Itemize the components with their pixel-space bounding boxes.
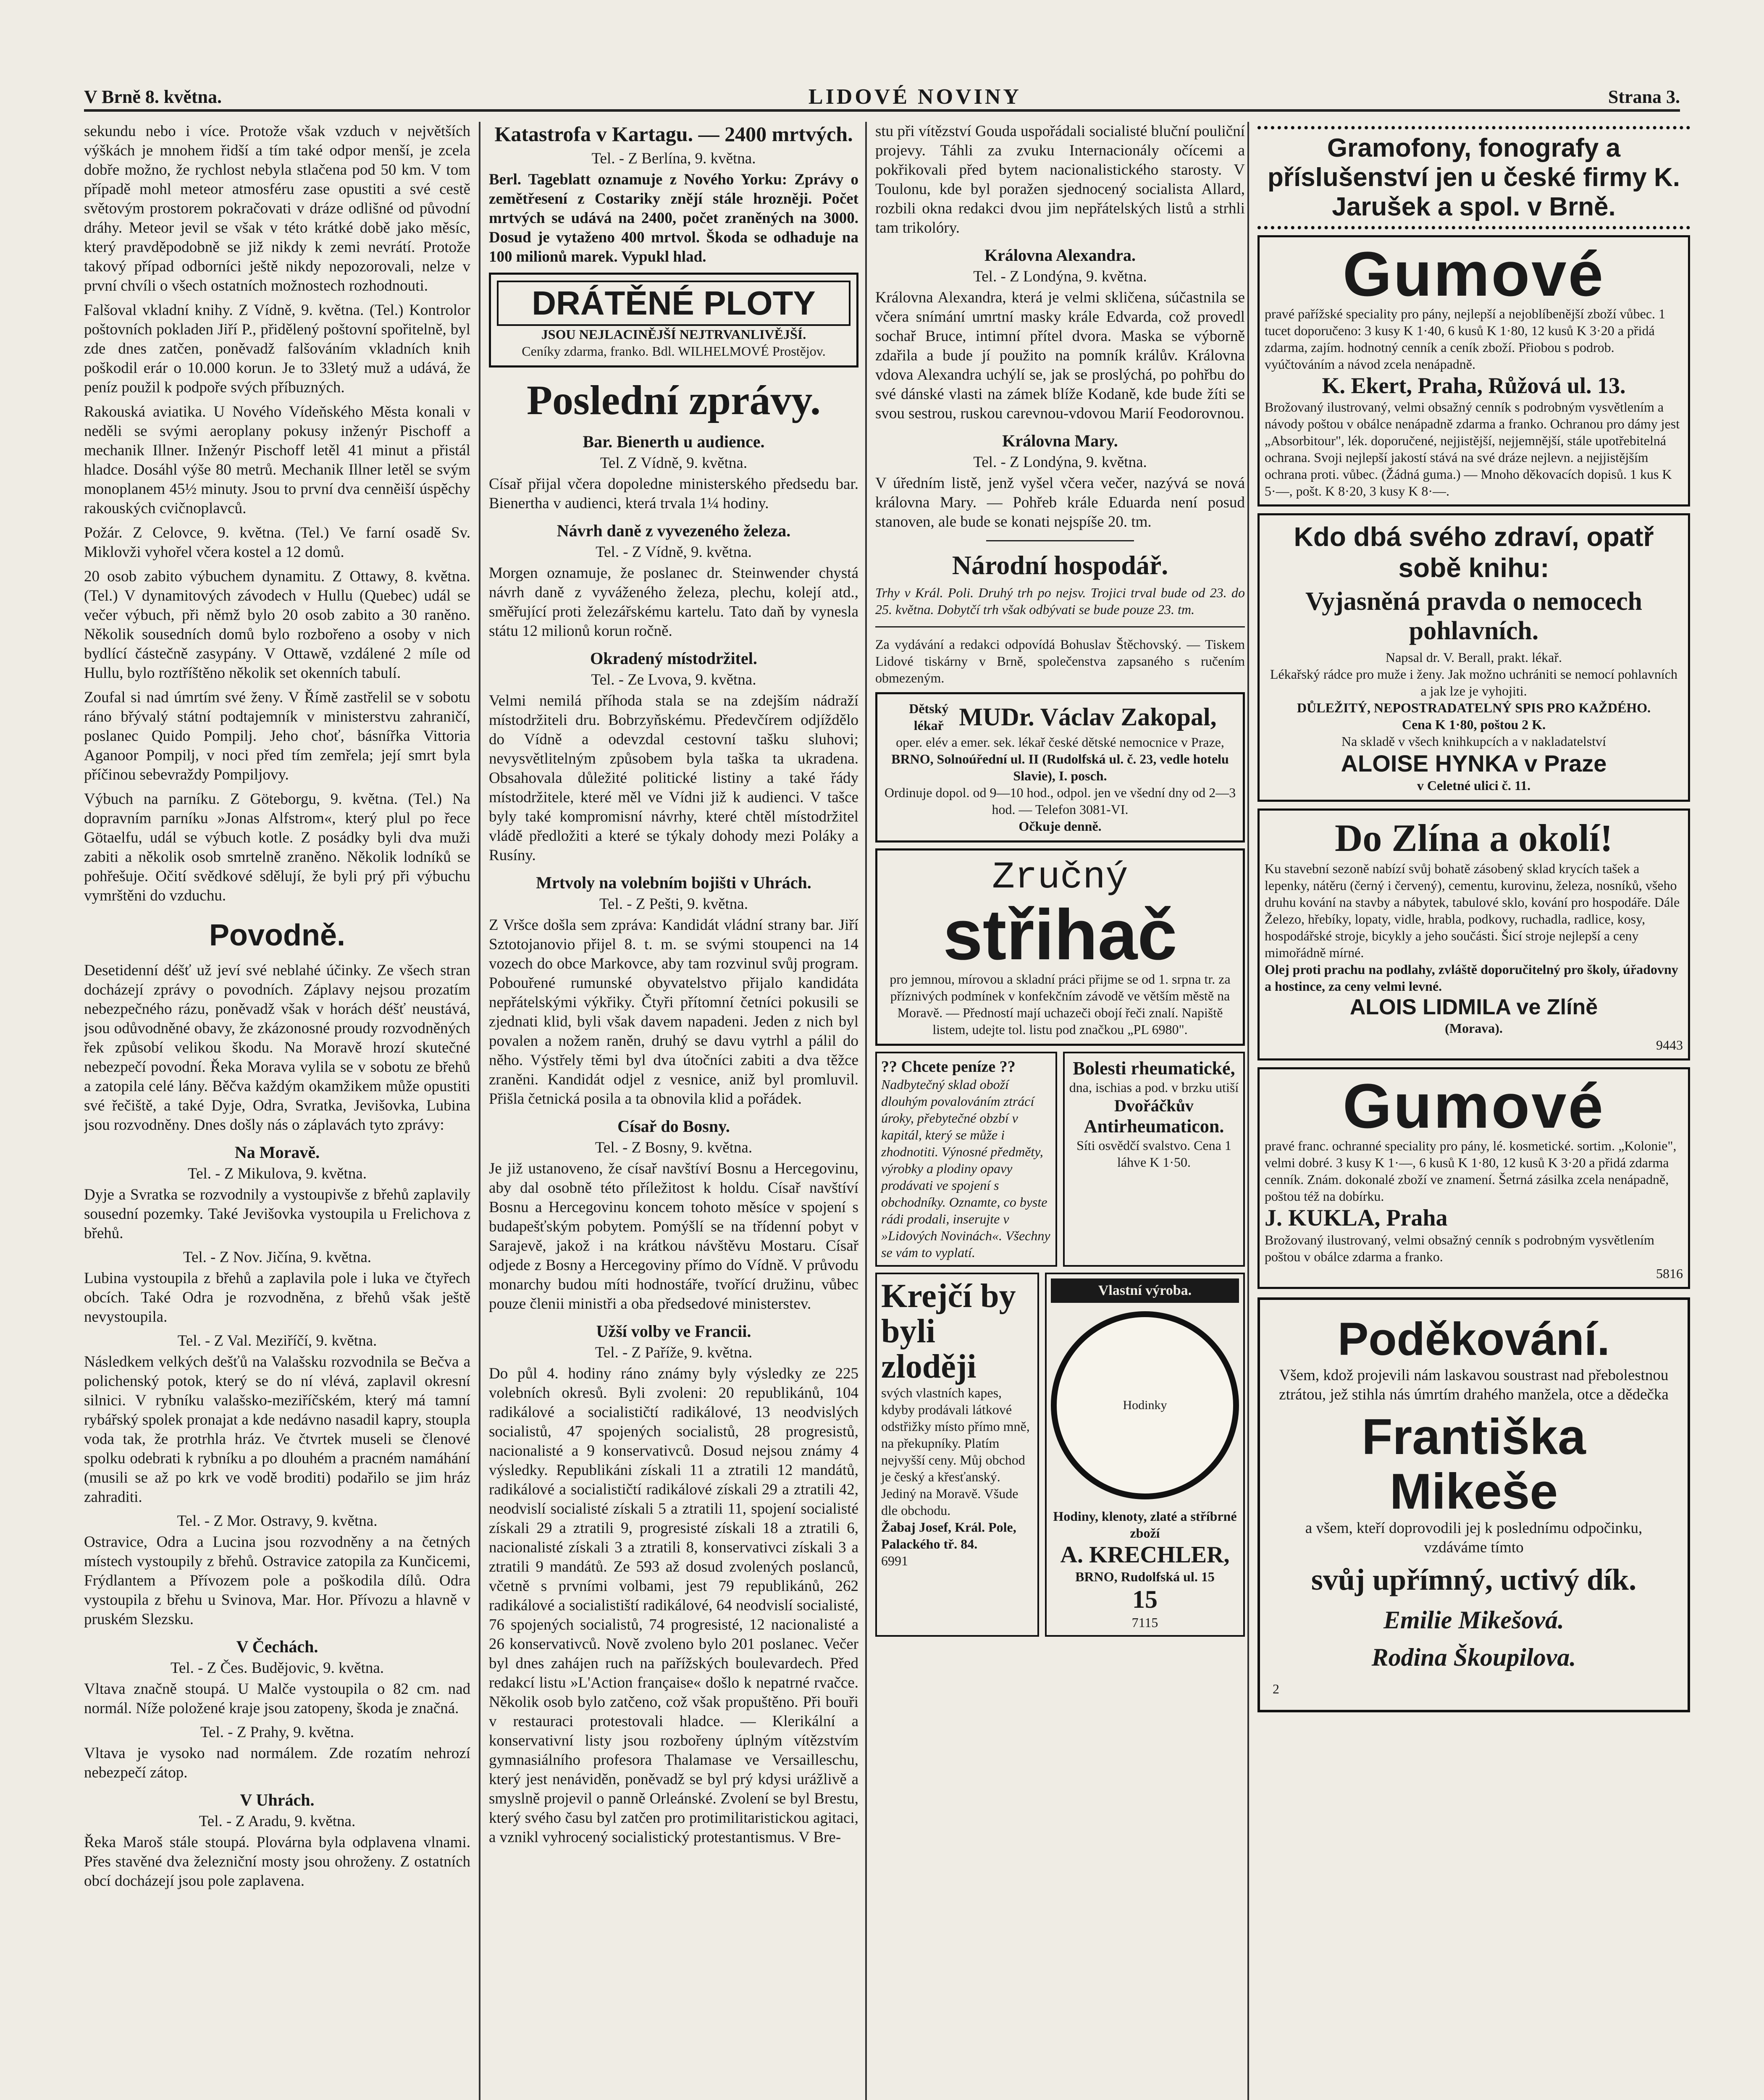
subheading: Královna Mary. xyxy=(1002,431,1118,450)
subheading: Okradený místodržitel. xyxy=(590,649,757,668)
ad-zlin-code: 9443 xyxy=(1656,1037,1683,1053)
article-paragraph: Dyje a Svratka se rozvodnily a vystoupivše z břehů zaplavily sousední pozemky. Také Jevišovka vystoupila u Frelichova z břehů. xyxy=(84,1186,470,1242)
ad-zlin-title: Do Zlína a okolí! xyxy=(1334,816,1613,859)
ad-rubber-extra: Brožovaný ilustrovaný, velmi obsažný cenník s podrobným vysvětlením poštou v obálce zdarma a franko. xyxy=(1265,1232,1654,1264)
dateline: Tel. - Z Londýna, 9. května. xyxy=(973,268,1147,285)
article-paragraph: Ostravice, Odra a Lucina jsou rozvodněny a na četných místech vystoupily z břehů. Ostravice zatopila za Kunčicemi, Frýdlantem a Přívozem pole a poškodila dílů. Odra vystoupila z břehu u Svinova, Mar. Hor. Přívozu a hlavně v pruském Slezsku. xyxy=(84,1533,470,1628)
dateline: Tel. - Z Nov. Jičína, 9. května. xyxy=(183,1249,372,1266)
ad-doctor-line: Ordinuje dopol. od 9—10 hod., odpol. jen ve všední dny od 2—3 hod. — Telefon 3081-VI. xyxy=(884,785,1236,817)
page-header xyxy=(84,84,1680,112)
divider xyxy=(986,540,1134,541)
ad-tailor-big: střihač xyxy=(943,895,1177,975)
ad-rubber-extra: Brožovaný ilustrovaný, velmi obsažný cenník s podrobným vysvětlením a návody poštou v obálce nenápadně zdarma a franko. Ochranou pro dámy jest „Absorbitour", lék. doporučené, nejjistější, nejjemnější, stále upotřebitelná ochrana. Svoji nejlepší jakostí stává na své dráze nejlevn. a nejjistějším ochrana proti. vůbec. (Žádná guma.) — Mnoho děkovacích dopisů. 1 kus K 5·—, pošt. K 8·20, 3 kusy K 8·—. xyxy=(1265,399,1680,499)
page-number: Strana 3. xyxy=(1608,86,1680,107)
column-2 xyxy=(479,122,858,2100)
ad-doctor-line: Očkuje denně. xyxy=(1018,819,1102,834)
dateline: Tel. - Ze Lvova, 9. května. xyxy=(591,671,756,688)
thanks-name: Františka Mikeše xyxy=(1362,1409,1586,1520)
dateline: Tel. - Z Aradu, 9. května. xyxy=(199,1813,356,1830)
article-paragraph: stu při vítězství Gouda uspořádali socialisté bluční pouliční projevy. Táhli za zvuku Internacionály očícemi a pokřikovali před bytem nacionalistického starosty. V Toulonu, kde byl poražen sjednocený socialista Allard, rozbili okna redakci dvou jim nepřátelských listů a strhli tam trikolóry. xyxy=(875,123,1245,236)
ad-side-code: 7115 xyxy=(1131,1615,1158,1630)
thanks-text: Všem, kdož projevili nám laskavou soustrast nad přebolestnou ztrátou, jež stihla nás úmrtím drahého manžela, otce a dědečka xyxy=(1279,1367,1669,1403)
ad-watchmaker xyxy=(1045,1273,1245,1637)
subheading: Užší volby ve Francii. xyxy=(596,1322,751,1341)
ad-krechler-addr: BRNO, Rudolfská ul. 15 xyxy=(1075,1569,1215,1584)
subheading-na-morave: Na Moravě. xyxy=(234,1143,320,1162)
article-paragraph: Falšoval vkladní knihy. Z Vídně, 9. května. (Tel.) Kontrolor poštovních pokladen Jiří P., přidělený poštovní spořitelně, byl zde dnes zatčen, poněvadž falšováním vkladních knih poškodil erár o 10.000 korun. Je to 33letý muž a udává, že peníz použil k podpoře svých příbuzných. xyxy=(84,302,470,396)
dateline: Tel. - Z Mor. Ostravy, 9. května. xyxy=(177,1512,378,1530)
article-paragraph: Trhy v Král. Poli. Druhý trh po nejsv. Trojici trval bude od 23. do 25. května. Dobytčí trh však odbývati se bude pouze 23. tm. xyxy=(875,585,1245,617)
ad-doctor-line: oper. elév a emer. sek. lékař české dětské nemocnice v Praze, xyxy=(896,735,1224,750)
masthead-title: LIDOVÉ NOVINY xyxy=(808,84,1021,109)
subheading: Královna Alexandra. xyxy=(984,246,1136,265)
ad-watch-text: Hodiny, klenoty, zlaté a stříbrné zboží xyxy=(1053,1509,1237,1541)
ad-book-name: Vyjasněná pravda o nemocech pohlavních. xyxy=(1305,587,1642,645)
ad-book-store: Na skladě v všech knihkupcích a v nakladatelství xyxy=(1341,734,1606,749)
column-3 xyxy=(865,122,1245,2100)
article-paragraph: Výbuch na parníku. Z Göteborgu, 9. května. (Tel.) Na dopravním parníku »Jonas Alfstrom«, který plul po řece Götaelfu, udál se výbuch kotle. Z posádky byli dva muži zabiti a několik osob smrtelně zraněno. Několik lodníků se pohřešuje. Očití svědkové sdělují, že byli prý při výbuchu vymrštěni do vzduchu. xyxy=(84,790,470,904)
thanks-title: Poděkování. xyxy=(1338,1313,1610,1365)
dateline: Tel. Z Vídně, 9. května. xyxy=(600,454,748,472)
ad-tailor-text: pro jemnou, mírovou a skladní práci přijme se od 1. srpna tr. za příznivých podmínek v konfekčním závodě ve větším městě na Moravě. — Předností mají uchazeči obojí řeči znalí. Napiště listem, udejte tol. listu pod značkou „PL 6980". xyxy=(890,971,1231,1037)
ad-book-price: Cena K 1·80, poštou 2 K. xyxy=(1402,717,1546,732)
dateline: Tel. - Z Prahy, 9. května. xyxy=(200,1724,354,1741)
dateline: Tel. - Z Val. Meziříčí, 9. května. xyxy=(177,1332,377,1349)
dateline: Tel. - Z Bosny, 9. května. xyxy=(595,1139,753,1156)
ad-wire-fences-line: JSOU NEJLACINĚJŠÍ NEJTRVANLIVĚJŠÍ. xyxy=(541,327,806,342)
signature: Rodina Škoupilova. xyxy=(1371,1643,1576,1671)
dateline: Tel. - Z Mikulova, 9. května. xyxy=(188,1165,367,1182)
ad-zlin-firm: ALOIS LIDMILA ve Zlíně xyxy=(1349,995,1598,1019)
ad-rubber-code: 5816 xyxy=(1656,1266,1683,1281)
subheading-v-uhrach: V Uhrách. xyxy=(240,1790,315,1809)
dateline: Tel. - Z Paříže, 9. května. xyxy=(595,1344,753,1361)
ad-gramophones: Gramofony, fonografy a příslušenství jen u české firmy K. Jarušek a spol. v Brně. xyxy=(1267,134,1680,221)
ad-tailors-text: svých vlastních kapes, kdyby prodávali látkové odstřižky místo přímo mně, na překupníky. Platím nejvyšší ceny. Můj obchod je český a křesťanský. Jediný na Moravě. Všude dle obchodu. xyxy=(881,1385,1030,1518)
article-paragraph: Velmi nemilá příhoda stala se na zdejším nádraží místodržiteli dru. Bobrzyňskému. Předevčírem odjíždělo do Vídně a odevzdal cestovní tašku sluhovi; nevysvětlitelným způsobem byla taška ta ukradena. Obsahovala důležité politické listiny a také řády místodržitele, které měl ve Vídni již k audienci. V tašce byly také kompromisní návrhy, které chtěl místodržitel vládě předložiti a které se týkaly dohody mezi Poláky a Rusíny. xyxy=(489,692,858,864)
ad-tailors-name: Žabaj Josef, Král. Pole, Palackého tř. 84. xyxy=(881,1520,1016,1551)
header-date: V Brně 8. května. xyxy=(84,86,222,107)
ad-book xyxy=(1257,513,1690,802)
ad-book-publisher: ALOISE HYNKA v Praze xyxy=(1341,750,1607,777)
article-paragraph: V úředním listě, jenž vyšel včera večer, nazývá se nová královna Mary. — Pohřeb krále Eduarda není posud stanoven, ale bude se konati nejspíše 20. tm. xyxy=(875,475,1245,530)
ad-rheumatism xyxy=(1063,1052,1245,1267)
section-title-news: Poslední zprávy. xyxy=(526,377,821,423)
ad-doctor-name: MUDr. Václav Zakopal, xyxy=(959,703,1217,731)
ad-zlin-region: (Morava). xyxy=(1445,1021,1503,1036)
ad-tailors-code: 6991 xyxy=(881,1553,908,1568)
subheading: Návrh daně z vyvezeného železa. xyxy=(556,521,791,540)
dateline: Tel. - Z Berlína, 9. května. xyxy=(591,150,756,167)
divider xyxy=(875,626,1245,627)
ad-money xyxy=(875,1052,1057,1267)
imprint: Za vydávání a redakci odpovídá Bohuslav Štěchovský. — Tiskem Lidové tiskárny v Brně, společenstva zapsaného s ručením obmezeným. xyxy=(875,637,1245,685)
article-paragraph: Vltava je vysoko nad normálem. Zde rozatím nehrozí nebezpečí zátop. xyxy=(84,1745,470,1781)
ad-krechler-num: 15 xyxy=(1132,1586,1158,1613)
thanks-text2: a všem, kteří doprovodili jej k poslednímu odpočinku, vzdáváme tímto xyxy=(1305,1520,1643,1556)
ad-rheumatism-brand: Dvořáčkův xyxy=(1114,1096,1194,1115)
ad-watch-label: Hodinky xyxy=(1123,1398,1167,1412)
ad-rubber-text: pravé pařížské speciality pro pány, nejlepší a nejoblíbenější zboží vůbec. 1 tucet doporučeno: 3 kusy K 1·40, 6 kusů K 1·80, 12 kusů K 3·20 a přidá zdarma, zajím. hodnotný cenník a ceník zboží. Přiobou s podrob. vyúčtováním a návod zcela nenápadně. xyxy=(1265,306,1666,372)
article-paragraph: sekundu nebo i více. Protože však vzduch v největších výškách je mnohem řidší a tím také odpor menší, je zcela dobře možno, že rychlost nebyla stlačena pod 50 km. V tom případě mohl meteor atmosféru zase opustiti a své cestě světovým prostorem pokračovati v dráze odlišné od původní dráhy. Meteor jevil se však v této krátké době jako měsíc, který pravděpodobně se již nikdy k zemi nevrátí. Protože takový případ odborníci ještě nikdy nepozorovali, nelze v první chvíli o všech ostatních možnostech rozhodnouti. xyxy=(84,123,470,294)
signature: Emilie Mikešová. xyxy=(1383,1606,1564,1634)
subheading: Bar. Bienerth u audience. xyxy=(583,432,765,451)
article-paragraph: Císař přijal včera dopoledne ministerského předsedu bar. Bienertha v audienci, která trvala 1¼ hodiny. xyxy=(489,475,858,512)
article-paragraph: Je již ustanoveno, že císař navštíví Bosnu a Hercegovinu, aby dal osobně této příležitost k holdu. Císař navštíví Bosnu a Hercegovinu koncem tohoto měsíce v spojení s budapešťským pobytem. Pomýšlí se na třídenní pobyt v Sarajevě, jakož i na krátkou návštěvu Mostaru. Císař odjede z Bosny a Hercegoviny přímo do Vídně. V průvodu monarchy budou míti hodnostáře, tvořící družinu, vůbec pouze členii ministři a oba předsedové ministerstev. xyxy=(489,1160,858,1312)
ad-zlin-text: Ku stavební sezoně nabízí svůj bohatě zásobený sklad krycích tašek a lepenky, nátěru (černý i červený), cementu, kurovinu, železa, nosníků, všeho druhu kování na stavby a nábytek, tabulové sklo, kování pro hospodáře. Dále Železo, hřebíky, lopaty, vidle, hrabla, podkovy, ruchadla, radlice, kosy, hospodářské stroje, bicykly a jeho součásti. Šicí stroje nejlepší a ceny mimořádně mírné. xyxy=(1265,861,1680,960)
article-paragraph: Desetidenní déšť už jeví své neblahé účinky. Ze všech stran docházejí zprávy o povodních. Záplavy nejsou prozatím nebezpečného rázu, poněvadž však v horách déšť neustává, jsou odůvodněné obavy, že zkázonosné proudy rozvodněných řek způsobí velikou škodu. Na Moravě hrozí skutečné nebezpečí povodní. Řeka Morava vylila se v sobotu ze břehů a zatopila celé lány. Běčva každým okamžikem může opustiti své řečiště, a také Dyje, Odra, Svratka, Jevišovka, Lubina jsou rozvodněny. Dnes došly nás o záplavách tyto zprávy: xyxy=(84,962,470,1134)
ad-rubber-title: Gumové xyxy=(1342,239,1605,309)
article-paragraph: Rakouská aviatika. U Nového Vídeňského Města konali v neděli se svými aeroplany pokusy inženýr Pischoff a mechanik Illner. Inženýr Pischoff letěl 41 minut a přistál hladce. Dosáhl výše 80 metrů. Mechanik Illner letěl se svým monoplanem 45½ minuty. Jsou to první dva cenněiší úspěchy rakouských cvičnoplavců. xyxy=(84,403,470,517)
thanks-number: 2 xyxy=(1273,1681,1279,1696)
ad-rubber-firm: J. KUKLA, Praha xyxy=(1265,1205,1448,1231)
ad-money-title: ?? Chcete peníze ?? xyxy=(881,1058,1016,1076)
headline-katastrofa: Katastrofa v Kartagu. — 2400 mrtvých. xyxy=(494,122,853,146)
ad-doctor-label: Dětský lékař xyxy=(909,701,949,733)
ad-tailors-thieves xyxy=(875,1273,1039,1637)
dateline: Tel. - Z Pešti, 9. května. xyxy=(599,895,748,913)
ad-rubber-text: pravé franc. ochranné speciality pro pány, lé. kosmetické. sortim. „Kolonie", velmi dobré. 3 kusy K 1·—, 6 kusů K 1·80, 12 kusů K 3·20 a přidá zdarma cenník. Znám. dokonalé zboží ve znamení. Šetrná zásilka zcela nenápadně, poštou též na dobírku. xyxy=(1265,1138,1677,1204)
ad-krechler-name: A. KRECHLER, xyxy=(1060,1542,1230,1568)
ad-wire-fences-line: Ceníky zdarma, franko. Bdl. WILHELMOVÉ Prostějov. xyxy=(522,344,826,359)
ad-tailor-top: Zručný xyxy=(992,856,1129,899)
ad-book-notice: DŮLEŽITÝ, NEPOSTRADATELNÝ SPIS PRO KAŽDÉHO. xyxy=(1297,700,1651,715)
ad-row xyxy=(875,1052,1245,1267)
column-1 xyxy=(84,122,470,2100)
ad-book-text: Lékařský rádce pro muže i ženy. Jak možno uchrániti se nemocí pohlavních a jak lze je vyhojiti. xyxy=(1270,667,1677,698)
article-paragraph: Morgen oznamuje, že poslanec dr. Steinwender chystá návrh daně z vyváženého železa, plechu, kolejí atd., směřující proti železářskému kartelu. Tato daň by vynesla státu 12 milionů korun ročně. xyxy=(489,564,858,640)
ad-zlin-text2: Olej proti prachu na podlahy, zvláště doporučitelný pro školy, úřadovny a hostince, za ceny velmi levné. xyxy=(1265,962,1678,994)
ad-wire-fences xyxy=(489,273,858,368)
dateline: Tel. - Z Londýna, 9. května. xyxy=(973,454,1147,471)
ad-rheumatism-small: Síti osvědčí svalstvo. Cena 1 láhve K 1·50. xyxy=(1076,1138,1231,1170)
dateline: Tel. - Z Vídně, 9. května. xyxy=(596,543,752,561)
thank-you-notice xyxy=(1257,1297,1690,1712)
article-paragraph: Řeka Maroš stále stoupá. Plovárna byla odplavena vlnami. Přes stavěné dva železniční mosty jsou ohroženy. Z ostatních obcí docházejí jsou pole zaplavena. xyxy=(84,1834,470,1890)
article-paragraph: Vltava značně stoupá. U Malče vystoupila o 82 cm. nad normál. Níže položené kraje jsou zatopeny, škoda je značná. xyxy=(84,1680,470,1717)
pocket-watch-icon xyxy=(1051,1311,1239,1499)
ad-rubber-2 xyxy=(1257,1067,1690,1289)
thanks-gratitude: svůj upřímný, uctivý dík. xyxy=(1311,1563,1637,1596)
ad-rubber-title: Gumové xyxy=(1342,1071,1605,1141)
ad-book-title: Kdo dbá svého zdraví, opatř sobě knihu: xyxy=(1294,522,1654,583)
article-paragraph: Lubina vystoupila z břehů a zaplavila pole i luka ve čtyřech obcích. Také Odra je rozvodněna, z břehů však ještě nevystoupila. xyxy=(84,1270,470,1326)
section-title-povodne: Povodně. xyxy=(209,919,346,952)
ad-row xyxy=(875,1273,1245,1637)
article-paragraph: Z Vršce došla sem zpráva: Kandidát vládní strany bar. Jiří Sztotojanovio přijel 8. t. m. se svými stoupenci na 14 vozech do obce Markovce, aby tam rozvinul svůj program. Pobouřené rumunské obyvatelstvo přijalo kandidáta nepřátelskými výkřiky. Čtyři přítomní četníci pokusili se zjednati klid, byli však davem napadeni. Jeden z nich byl povalen a nožem raněn, druhý se davu vytrhl a pálil do něho. Výstřely těmi byl dva útočníci zabiti a dva těžce zraněni. Kandidát odjel z vesnice, aniž byl promluvil. Přišla četnická posila a ta obnovila klid a pořádek. xyxy=(489,916,858,1108)
ad-rheumatism-title: Bolesti rheumatické, xyxy=(1073,1058,1235,1079)
ad-doctor xyxy=(875,692,1245,843)
ad-rubber-1 xyxy=(1257,235,1690,507)
subheading-v-cechach: V Čechách. xyxy=(236,1637,318,1656)
dotted-border xyxy=(1257,126,1690,129)
article-paragraph: Do půl 4. hodiny ráno známy byly výsledky ze 225 volebních okresů. Byli zvoleni: 20 republikánů, 104 radikálové a socialističtí radikálové, 13 neodvislých socialistů, 47 spojených socialistů, 28 progresistů, nacionalisté a 9 konservativců. Dosud nejsou známy 4 výsledky. Republikáni získali 11 a ztratili 12 mandátů, radikálové a socialističtí radikálové získali 29 a ztratili 42, neodvislí socialisté získali 5 a ztratili 11, spojení socialisté získali 29 a ztratili 9, progresisté získali 18 a ztratili 6, nacionalisté získali 3 a ztratili 8, konservativci získali 3 a ztratili 9 mandátů. Ze 593 až dosud zvolených poslanců, včetně s prvními volbami, jest 79 republikánů, 262 radikálové a socialistiští radikálové, 64 neodvislí socialisté, 76 spojených socialistů, 74 progresisté, 12 nacionalisté a 26 konservativců. Nově zvoleno bylo 201 poslanec. Večer byl dnes zahájen ruch na pařížských boulevardech. Před redakcí listu »L'Action française« došlo k nepatrné rvačce. Několik osob bylo zatčeno, což však propuštěno. Při bouři v restauraci protestovali hladce. — Klerikální a konservativní listy jsou rozbořeny úplným vítězstvím gymnasiálního profesora Thalamase ve Versailleschu, který jest nenáviděn, poněvadž se byl prý kdysi urážlivě a smyslně projevil o panně Orleánské. Zvolení se byl Brestu, který svého času byl zatčen pro protimilitaristickou agitaci, a vznikl vyhrocený socialistický protestantismus. V Bre- xyxy=(489,1365,858,1846)
article-paragraph: Následkem velkých dešťů na Valašsku rozvodnila se Bečva a polichenský potok, který se do ní vlévá, zaplavil okresní silnici. V rybníku valašsko-meziříčském, který má tamní rybářský spolek pronajat a kde nedávno nasadil kapry, stoupla voda tak, že protrhla hráz. Ve čtvrtek museli se členové spolku odebrati k rybníku a po dlouhém a pracném namáhání (musili se až po krk ve vodě broditi) podařilo se jim hráz zahraditi. xyxy=(84,1353,470,1506)
column-4 xyxy=(1247,122,1690,2100)
ad-tailors-title: Krejčí by byli zloději xyxy=(881,1278,1016,1385)
ad-rheumatism-text: dna, ischias a pod. v brzku utiší xyxy=(1069,1080,1239,1095)
article-paragraph: Berl. Tageblatt oznamuje z Nového Yorku: Zprávy o zemětřesení z Costariky znějí stále hrozněji. Počet mrtvých se udává na 2400, počet zraněných na 3000. Dosud je vytaženo 400 mrtvol. Škoda se odhaduje na 100 milionů marek. Vypukl hlad. xyxy=(489,171,858,265)
article-paragraph: Královna Alexandra, která je velmi skličena, súčastnila se včera snímání umrtní masky krále Edvarda, což provedl sochař Bruce, intimní přítel dvora. Maska se výborně zdařila a bude jí použito na pomník králův. Královna vdova Alexandra uchýlí se, jak se proslýchá, po pohřbu do své dánské vlasti na zámek blíže Kodaně, kde bude žíti se svou sestrou, ruskou carevnou-vdovou Marií Feodorovnou. xyxy=(875,289,1245,422)
section-title-economy: Národní hospodář. xyxy=(952,550,1168,580)
dotted-border xyxy=(1257,226,1690,229)
ad-rheumatism-product: Antirheumaticon. xyxy=(1084,1116,1224,1137)
subheading: Císař do Bosny. xyxy=(617,1117,730,1136)
ad-zlin xyxy=(1257,808,1690,1060)
article-paragraph: 20 osob zabito výbuchem dynamitu. Z Ottawy, 8. května. (Tel.) V dynamitových závodech v Hullu (Quebec) udál se večer výbuch, při němž bylo 20 osob zabito a 30 raněno. Několik sousedních domů bylo rozbořeno a osoby v nich bydlící částečně zasypány. V Ottawě, vzdálené 2 míle od Hullu, bylo roztříštěno několik set okenních tabulí. xyxy=(84,568,470,682)
ad-rubber-firm: K. Ekert, Praha, Růžová ul. 13. xyxy=(1322,373,1626,398)
ad-money-text: Nadbytečný sklad oboží dlouhým povalováním ztrácí úroky, přebytečné obzbí v kapitál, který se může i zhodnotiti. Výnosné předměty, výrobky a plodiny opavy prodávati ve spojení s obchodníky. Oznamte, co byste rádi prodali, inserujte v »Lidových Novinách«. Všechny se vám to vyplatí. xyxy=(881,1077,1050,1260)
ad-tailor xyxy=(875,848,1245,1046)
ad-wire-fences-title: DRÁTĚNÉ PLOTY xyxy=(497,281,850,326)
dateline: Tel. - Z Čes. Budějovic, 9. května. xyxy=(170,1659,384,1677)
ad-doctor-line: BRNO, Solnoúřední ul. II (Rudolfská ul. č. 23, vedle hotelu Slavie), I. posch. xyxy=(891,751,1229,783)
article-paragraph: Požár. Z Celovce, 9. května. (Tel.) Ve farní osadě Sv. Miklovži vyhořel včera kostel a 12 domů. xyxy=(84,524,470,561)
subheading: Mrtvoly na volebním bojišti v Uhrách. xyxy=(536,873,811,892)
ad-book-addr: v Celetné ulici č. 11. xyxy=(1417,778,1531,793)
ad-watch-title: Vlastní výroba. xyxy=(1051,1278,1239,1303)
ad-book-author: Napsal dr. V. Berall, prakt. lékař. xyxy=(1385,650,1562,665)
article-paragraph: Zoufal si nad úmrtím své ženy. V Římě zastřelil se v sobotu ráno břývalý státní podtajemník v ministerstvu zahraničí, poslanec Quido Pompilj. Jeho choť, básnířka Vittoria Aganoor Pompilj, v noci před tím zemřela; její smrt byla příčinou sebevraždy Pompiljovy. xyxy=(84,689,470,783)
